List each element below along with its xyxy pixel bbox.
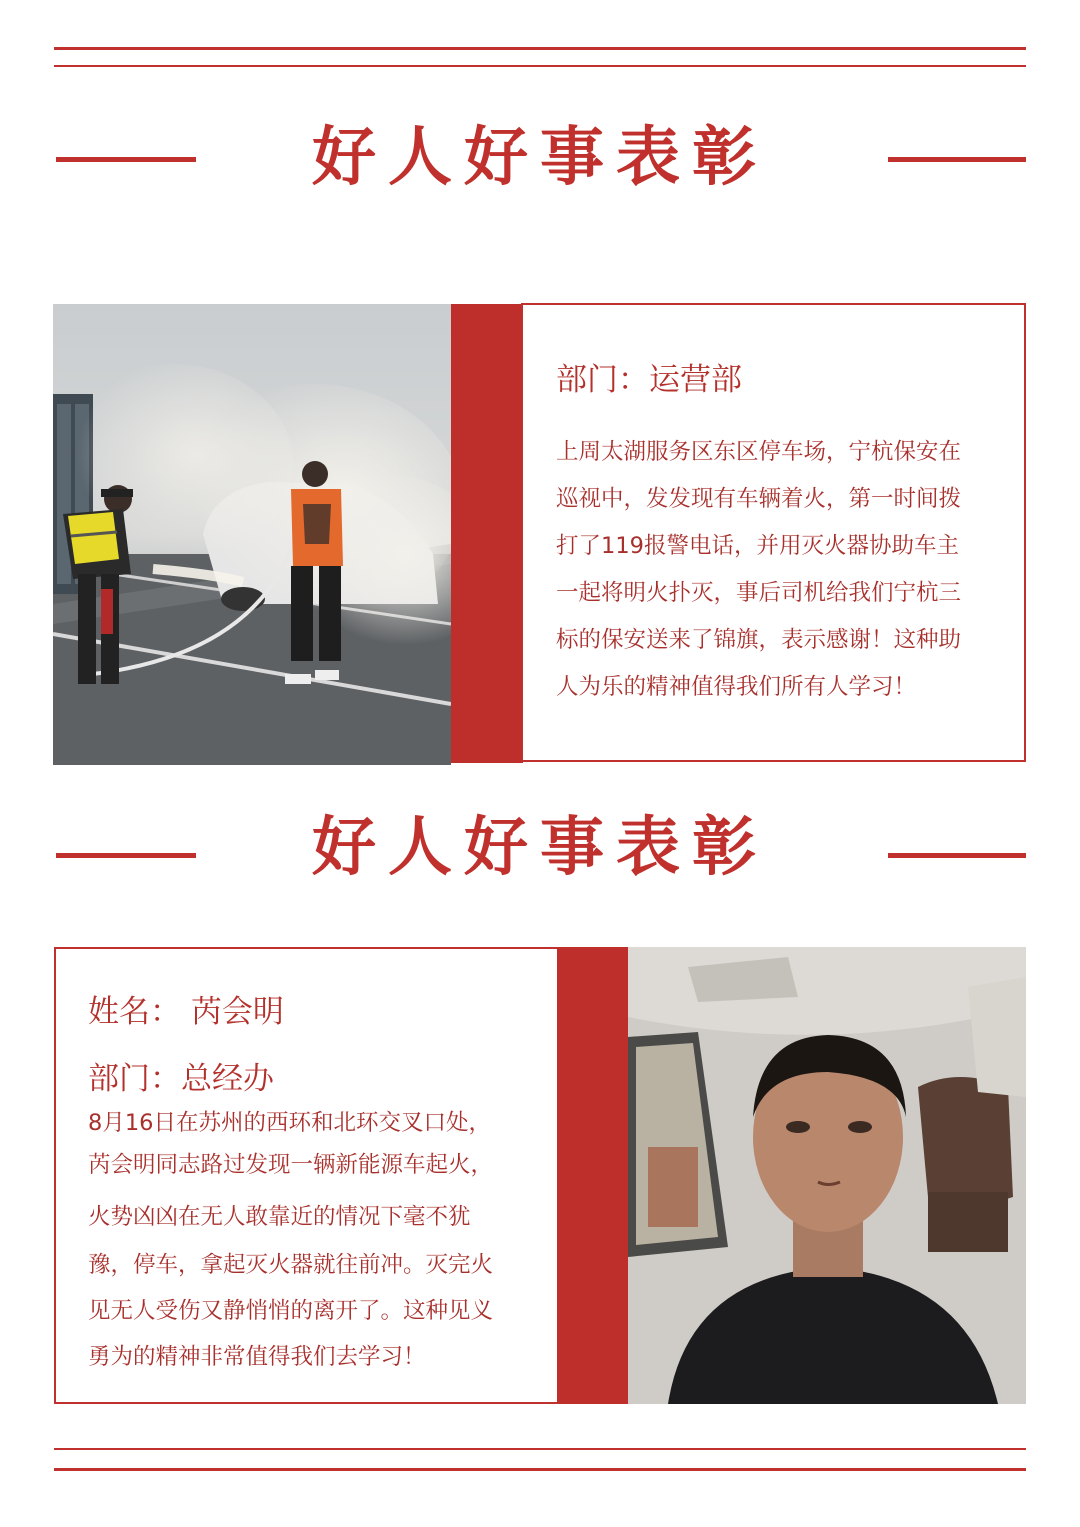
story-line: 打了119报警电话，并用灭火器协助车主 [556,533,959,559]
story-line: 芮会明同志路过发现一辆新能源车起火， [88,1152,494,1178]
section1-title: 好人好事表彰 [312,121,768,195]
story-line: 标的保安送来了锦旗，表示感谢！这种助 [556,627,962,653]
story-line: 人为乐的精神值得我们所有人学习！ [556,674,917,700]
story-line: 8月16日在苏州的西环和北环交叉口处， [88,1110,491,1136]
top-rule-2 [54,65,1026,67]
section2-name: 姓名： 芮会明 [88,994,284,1030]
story-line: 见无人受伤又静悄悄的离开了。这种见义 [88,1298,494,1324]
top-rule-1 [54,47,1026,50]
section2-title: 好人好事表彰 [312,811,768,885]
section2-department: 部门：总经办 [88,1061,274,1097]
story-line: 豫，停车，拿起灭火器就往前冲。灭完火 [88,1252,494,1278]
story-line: 巡视中，发发现有车辆着火，第一时间拨 [556,486,962,512]
section2-red-bar [557,947,629,1404]
portrait-photo [628,947,1026,1404]
story-line: 火势凶凶在无人敢靠近的情况下毫不犹 [88,1204,471,1230]
bottom-rule-2 [54,1468,1026,1471]
story-line: 一起将明火扑灭，事后司机给我们宁杭三 [556,580,962,606]
section1-red-bar [451,304,523,763]
section1-department: 部门：运营部 [556,362,742,398]
story-line: 勇为的精神非常值得我们去学习！ [88,1344,426,1370]
bottom-rule-1 [54,1448,1026,1450]
story-line: 上周太湖服务区东区停车场，宁杭保安在 [556,439,962,465]
fire-scene-photo [53,304,451,765]
